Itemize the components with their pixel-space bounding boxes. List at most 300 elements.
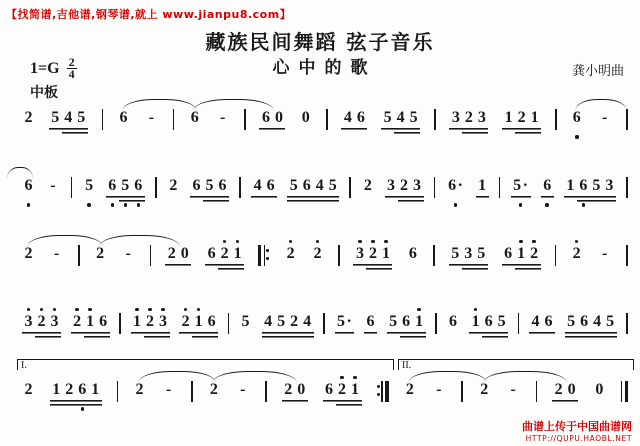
octave-dot-above-icon bbox=[575, 240, 579, 244]
note-group bbox=[593, 372, 606, 414]
note bbox=[167, 168, 180, 210]
note-digit: 0 bbox=[595, 381, 604, 398]
note-group bbox=[262, 304, 314, 346]
note-digit: 2 bbox=[480, 381, 489, 398]
note-digit: 2 bbox=[366, 244, 379, 270]
score-line bbox=[22, 168, 628, 210]
note-digit: 2 bbox=[35, 312, 48, 338]
octave-dot-above-icon bbox=[474, 308, 478, 312]
barline bbox=[117, 381, 119, 402]
tie-arc bbox=[193, 99, 275, 111]
key-prefix: 1=G bbox=[30, 59, 60, 77]
note-digit: 6 bbox=[400, 312, 413, 338]
note-digit: 6· bbox=[448, 177, 463, 194]
barline bbox=[155, 177, 157, 198]
note-digit: 3 bbox=[603, 176, 616, 202]
note bbox=[190, 168, 203, 210]
note-digit: 0 bbox=[301, 109, 310, 126]
note-group bbox=[239, 304, 252, 346]
note-digit: 1 bbox=[89, 380, 102, 406]
note-group bbox=[381, 100, 420, 142]
octave-dot-below-slot bbox=[111, 202, 115, 210]
octave-dot-below-slot bbox=[81, 406, 85, 414]
note bbox=[482, 304, 495, 346]
score-line bbox=[22, 236, 628, 278]
note bbox=[411, 168, 424, 210]
note bbox=[62, 100, 75, 142]
note-group bbox=[131, 304, 170, 346]
tie-arc bbox=[99, 235, 181, 247]
volta-bracket bbox=[398, 359, 634, 370]
note bbox=[528, 236, 541, 278]
note-group bbox=[353, 236, 392, 278]
octave-dot-below-icon bbox=[582, 203, 586, 207]
note-digit: 2 bbox=[336, 380, 349, 406]
tie-arc bbox=[122, 99, 197, 111]
note bbox=[400, 304, 413, 346]
note-digit: 2 bbox=[286, 245, 295, 262]
note bbox=[565, 372, 578, 414]
octave-dot-below-icon bbox=[519, 203, 523, 207]
barline bbox=[434, 109, 436, 130]
octave-dot-above-icon bbox=[353, 376, 357, 380]
note-digit: 1 bbox=[50, 380, 63, 406]
note bbox=[407, 100, 420, 142]
note bbox=[379, 236, 392, 278]
note bbox=[495, 304, 508, 346]
note-digit: 6 bbox=[119, 109, 128, 126]
note-digit: 1 bbox=[231, 244, 244, 270]
octave-dot-above-icon bbox=[197, 308, 201, 312]
note-digit: 4 bbox=[301, 312, 314, 338]
octave-dot-below-icon bbox=[124, 203, 128, 207]
note-digit: 6 bbox=[408, 245, 417, 262]
octave-dot-below-icon bbox=[545, 203, 549, 207]
note-digit: 5 bbox=[241, 313, 250, 330]
note-group bbox=[50, 372, 102, 414]
barline bbox=[349, 177, 351, 198]
note-digit: 1 bbox=[515, 244, 528, 270]
octave-dot-above-slot bbox=[371, 236, 375, 244]
note-group bbox=[529, 304, 555, 346]
note bbox=[335, 304, 355, 346]
note bbox=[449, 100, 462, 142]
note-digit: 5 bbox=[326, 176, 339, 202]
octave-dot-above-icon bbox=[358, 240, 362, 244]
footer bbox=[522, 418, 632, 443]
barline bbox=[326, 109, 328, 130]
page-subtitle: 心中的歌 bbox=[272, 58, 377, 78]
note bbox=[22, 304, 35, 346]
note bbox=[447, 304, 460, 346]
note-digit: 6 bbox=[542, 312, 555, 338]
octave-dot-above-icon bbox=[148, 308, 152, 312]
note-group bbox=[565, 304, 617, 346]
 bbox=[385, 381, 388, 402]
note-digit: 6 bbox=[578, 312, 591, 338]
note-digit: 5 bbox=[590, 176, 603, 202]
octave-dot-above-slot bbox=[27, 304, 31, 312]
octave-dot-above-slot bbox=[358, 236, 362, 244]
octave-dot-above-slot bbox=[223, 236, 227, 244]
note bbox=[192, 304, 205, 346]
 bbox=[266, 257, 269, 260]
octave-dot-above-slot bbox=[532, 236, 536, 244]
note-digit: 5 bbox=[119, 176, 132, 202]
note-digit: 2 bbox=[179, 312, 192, 338]
note bbox=[364, 304, 377, 346]
note-group bbox=[22, 372, 35, 414]
note bbox=[275, 304, 288, 346]
tie-arc bbox=[7, 167, 33, 179]
note-digit: 4 bbox=[394, 108, 407, 134]
note-group bbox=[387, 304, 426, 346]
note-digit: 6 bbox=[106, 176, 119, 202]
note bbox=[529, 304, 542, 346]
octave-dot-below-icon bbox=[575, 135, 579, 139]
note-digit: 6 bbox=[259, 108, 272, 134]
note bbox=[349, 372, 362, 414]
octave-dot-above-icon bbox=[532, 240, 536, 244]
note bbox=[83, 168, 96, 210]
note-digit: 6 bbox=[190, 109, 199, 126]
note bbox=[231, 236, 244, 278]
note bbox=[264, 168, 277, 210]
barline bbox=[239, 177, 241, 198]
note bbox=[287, 168, 300, 210]
note-digit: 1 bbox=[476, 176, 489, 202]
note bbox=[311, 236, 324, 278]
note bbox=[48, 304, 61, 346]
note-digit: 3 bbox=[157, 312, 170, 338]
note bbox=[604, 304, 617, 346]
footer-url-text: HTTP://QUPU.HAOBL.NET bbox=[525, 434, 632, 443]
octave-dot-below-slot bbox=[575, 134, 579, 142]
note-digit: 6 bbox=[449, 313, 458, 330]
held-note-dash: - bbox=[240, 381, 246, 398]
note bbox=[603, 168, 616, 210]
octave-dot-below-slot bbox=[137, 202, 141, 210]
note-digit: 6 bbox=[76, 380, 89, 406]
note-digit: 2 bbox=[572, 245, 581, 262]
octave-dot-above-slot bbox=[236, 236, 240, 244]
page-title: 藏族民间舞蹈 弦子音乐 bbox=[205, 30, 435, 54]
meter-numerator: 2 bbox=[68, 55, 75, 69]
note-digit: 6 bbox=[354, 108, 367, 134]
note-group bbox=[251, 168, 277, 210]
barline bbox=[435, 313, 437, 334]
note-digit: 3 bbox=[449, 108, 462, 134]
note-group bbox=[106, 168, 145, 210]
octave-dot-below-slot bbox=[519, 202, 523, 210]
note bbox=[75, 100, 88, 142]
octave-dot-above-icon bbox=[161, 308, 165, 312]
note-digit: 0 bbox=[295, 380, 308, 406]
note bbox=[35, 304, 48, 346]
barline bbox=[119, 313, 121, 334]
note bbox=[89, 372, 102, 414]
note bbox=[381, 100, 394, 142]
note bbox=[398, 168, 411, 210]
octave-dot-above-icon bbox=[135, 308, 139, 312]
note-digit: 5 bbox=[49, 108, 62, 134]
octave-dot-above-icon bbox=[184, 308, 188, 312]
note bbox=[218, 236, 231, 278]
note-group bbox=[361, 168, 374, 210]
note-digit: 6 bbox=[132, 176, 145, 202]
note-digit: 2 bbox=[24, 245, 33, 262]
note-digit: 5 bbox=[381, 108, 394, 134]
repeat-end-barline bbox=[376, 381, 388, 402]
octave-dot-above-icon bbox=[519, 240, 523, 244]
note-digit: 4 bbox=[313, 176, 326, 202]
note bbox=[565, 304, 578, 346]
held-note-dash: - bbox=[219, 109, 226, 126]
octave-dot-below-slot bbox=[27, 202, 31, 210]
note bbox=[593, 372, 606, 414]
octave-dot-above-icon bbox=[340, 376, 344, 380]
note bbox=[97, 304, 110, 346]
score-line bbox=[22, 100, 628, 142]
tie-arc bbox=[27, 235, 103, 247]
note-digit: 5 bbox=[387, 312, 400, 338]
meter-fraction bbox=[67, 57, 77, 80]
octave-dot-above-icon bbox=[289, 240, 293, 244]
note-digit: 3 bbox=[353, 244, 366, 270]
octave-dot-above-icon bbox=[316, 240, 320, 244]
note bbox=[578, 304, 591, 346]
note-group bbox=[311, 236, 324, 278]
note-digit: 2 bbox=[63, 380, 76, 406]
note-group bbox=[167, 168, 180, 210]
note bbox=[301, 304, 314, 346]
note-digit: 6 bbox=[577, 176, 590, 202]
note bbox=[205, 236, 218, 278]
octave-dot-below-icon bbox=[27, 203, 31, 207]
note-digit: 2 bbox=[515, 108, 528, 134]
note-digit: 1 bbox=[502, 108, 515, 134]
note bbox=[353, 236, 366, 278]
note-digit: 3 bbox=[48, 312, 61, 338]
octave-dot-above-slot bbox=[384, 236, 388, 244]
note bbox=[361, 168, 374, 210]
note bbox=[313, 168, 326, 210]
note bbox=[387, 304, 400, 346]
octave-dot-above-slot bbox=[316, 236, 320, 244]
note-digit: 5 bbox=[475, 244, 488, 270]
tie-arc bbox=[483, 371, 568, 383]
note-digit: 6 bbox=[97, 312, 110, 338]
note bbox=[475, 236, 488, 278]
note bbox=[106, 168, 119, 210]
note bbox=[577, 168, 590, 210]
octave-dot-above-slot bbox=[197, 304, 201, 312]
note-group bbox=[541, 168, 554, 210]
note bbox=[385, 168, 398, 210]
note-digit: 6 bbox=[264, 176, 277, 202]
note bbox=[502, 236, 515, 278]
note-digit: 4 bbox=[591, 312, 604, 338]
octave-dot-above-slot bbox=[353, 372, 357, 380]
octave-dot-above-slot bbox=[340, 372, 344, 380]
note-digit: 4 bbox=[251, 176, 264, 202]
note-group bbox=[476, 168, 489, 210]
note-group bbox=[190, 168, 229, 210]
note bbox=[406, 236, 419, 278]
barline bbox=[265, 381, 267, 402]
note bbox=[157, 304, 170, 346]
note-group bbox=[364, 304, 377, 346]
barline bbox=[626, 313, 628, 334]
note-digit: 5 bbox=[287, 176, 300, 202]
note-digit: 6 bbox=[205, 312, 218, 338]
barline bbox=[191, 381, 193, 402]
note bbox=[295, 372, 308, 414]
held-note-dash: - bbox=[53, 245, 60, 262]
footer-site-text: 曲谱上传于中国曲谱网 bbox=[522, 420, 632, 433]
meter-denominator: 4 bbox=[68, 67, 75, 81]
 bbox=[377, 393, 380, 396]
note-group bbox=[49, 100, 88, 142]
volta-bracket bbox=[17, 359, 394, 370]
note-digit: 0 bbox=[565, 380, 578, 406]
note-digit: 2 bbox=[282, 380, 295, 406]
note-digit: 3 bbox=[462, 244, 475, 270]
note-digit: 5 bbox=[407, 108, 420, 134]
octave-dot-above-slot bbox=[519, 236, 523, 244]
held-note-dash: - bbox=[602, 109, 608, 126]
note-digit: 0 bbox=[272, 108, 285, 134]
octave-dot-above-slot bbox=[575, 236, 579, 244]
octave-dot-above-slot bbox=[53, 304, 57, 312]
note-digit: 3 bbox=[385, 176, 398, 202]
note-group bbox=[449, 236, 488, 278]
promo-text: 【找简谱,吉他谱,钢琴谱,就上 www.jianpu8.com】 bbox=[6, 8, 292, 21]
octave-dot-above-icon bbox=[88, 308, 92, 312]
octave-dot-above-slot bbox=[474, 304, 478, 312]
 bbox=[266, 249, 269, 252]
barline bbox=[228, 313, 230, 334]
note-digit: 4 bbox=[262, 312, 275, 338]
note-digit: 4 bbox=[341, 108, 354, 134]
note-digit: 2 bbox=[24, 381, 33, 398]
augmentation-dot-icon: · bbox=[346, 313, 352, 330]
note-digit: 2 bbox=[165, 244, 178, 270]
note bbox=[119, 168, 132, 210]
note-digit: 6 bbox=[482, 312, 495, 338]
note bbox=[323, 372, 336, 414]
note-group bbox=[71, 304, 110, 346]
note bbox=[394, 100, 407, 142]
note-digit: 5 bbox=[85, 177, 94, 194]
note-digit: 5· bbox=[511, 176, 531, 202]
note-digit: 1 bbox=[349, 380, 362, 406]
note-digit: 6 bbox=[216, 176, 229, 202]
note bbox=[449, 236, 462, 278]
note-digit: 6 bbox=[190, 176, 203, 202]
held-note-dash: - bbox=[510, 381, 516, 398]
repeat-dots-icon bbox=[265, 245, 270, 266]
note-digit: 1 bbox=[469, 312, 482, 338]
note bbox=[528, 100, 541, 142]
note-group bbox=[205, 236, 244, 278]
octave-dot-below-slot bbox=[582, 202, 586, 210]
note-digit: 6 bbox=[572, 109, 581, 126]
note bbox=[144, 304, 157, 346]
note-group bbox=[22, 304, 61, 346]
note bbox=[203, 168, 216, 210]
octave-dot-below-slot bbox=[124, 202, 128, 210]
octave-dot-above-icon bbox=[371, 240, 375, 244]
barline bbox=[434, 177, 436, 198]
note-group bbox=[511, 168, 531, 210]
octave-dot-above-slot bbox=[88, 304, 92, 312]
note bbox=[22, 100, 35, 142]
octave-dot-above-icon bbox=[53, 308, 57, 312]
 bbox=[625, 381, 628, 402]
note bbox=[590, 168, 603, 210]
note-digit: 6 bbox=[300, 176, 313, 202]
barline bbox=[102, 109, 104, 130]
octave-dot-below-slot bbox=[454, 202, 458, 210]
barline bbox=[555, 109, 557, 130]
note bbox=[76, 372, 89, 414]
barline bbox=[323, 313, 325, 334]
note-group bbox=[570, 236, 583, 278]
note-digit: 5 bbox=[75, 108, 88, 134]
note-digit: 2 bbox=[405, 381, 414, 398]
note-digit: 1 bbox=[379, 244, 392, 270]
note bbox=[570, 236, 583, 278]
barline bbox=[499, 177, 501, 198]
note-group bbox=[447, 304, 460, 346]
note-group bbox=[469, 304, 508, 346]
note-digit: 2 bbox=[144, 312, 157, 338]
augmentation-dot-icon: · bbox=[457, 177, 463, 194]
note bbox=[336, 372, 349, 414]
note bbox=[84, 304, 97, 346]
note bbox=[179, 304, 192, 346]
note bbox=[63, 372, 76, 414]
barline bbox=[244, 109, 246, 130]
note-digit: 3 bbox=[411, 176, 424, 202]
octave-dot-above-slot bbox=[135, 304, 139, 312]
note-group bbox=[446, 168, 466, 210]
octave-dot-above-slot bbox=[184, 304, 188, 312]
note bbox=[462, 236, 475, 278]
note-digit: 2 bbox=[135, 381, 144, 398]
note-digit: 6 bbox=[502, 244, 515, 270]
note bbox=[476, 168, 489, 210]
note bbox=[413, 304, 426, 346]
octave-dot-below-icon bbox=[81, 407, 85, 411]
note bbox=[511, 168, 531, 210]
note-group bbox=[287, 168, 339, 210]
note-digit: 2 bbox=[71, 312, 84, 338]
note-group bbox=[449, 100, 488, 142]
note-group bbox=[406, 236, 419, 278]
barline bbox=[518, 313, 520, 334]
note-digit: 3 bbox=[22, 312, 35, 338]
note-group bbox=[179, 304, 218, 346]
octave-dot-above-slot bbox=[289, 236, 293, 244]
note-digit: 2 bbox=[462, 108, 475, 134]
note bbox=[366, 236, 379, 278]
note bbox=[475, 100, 488, 142]
note bbox=[515, 236, 528, 278]
note-group bbox=[83, 168, 96, 210]
note bbox=[591, 304, 604, 346]
